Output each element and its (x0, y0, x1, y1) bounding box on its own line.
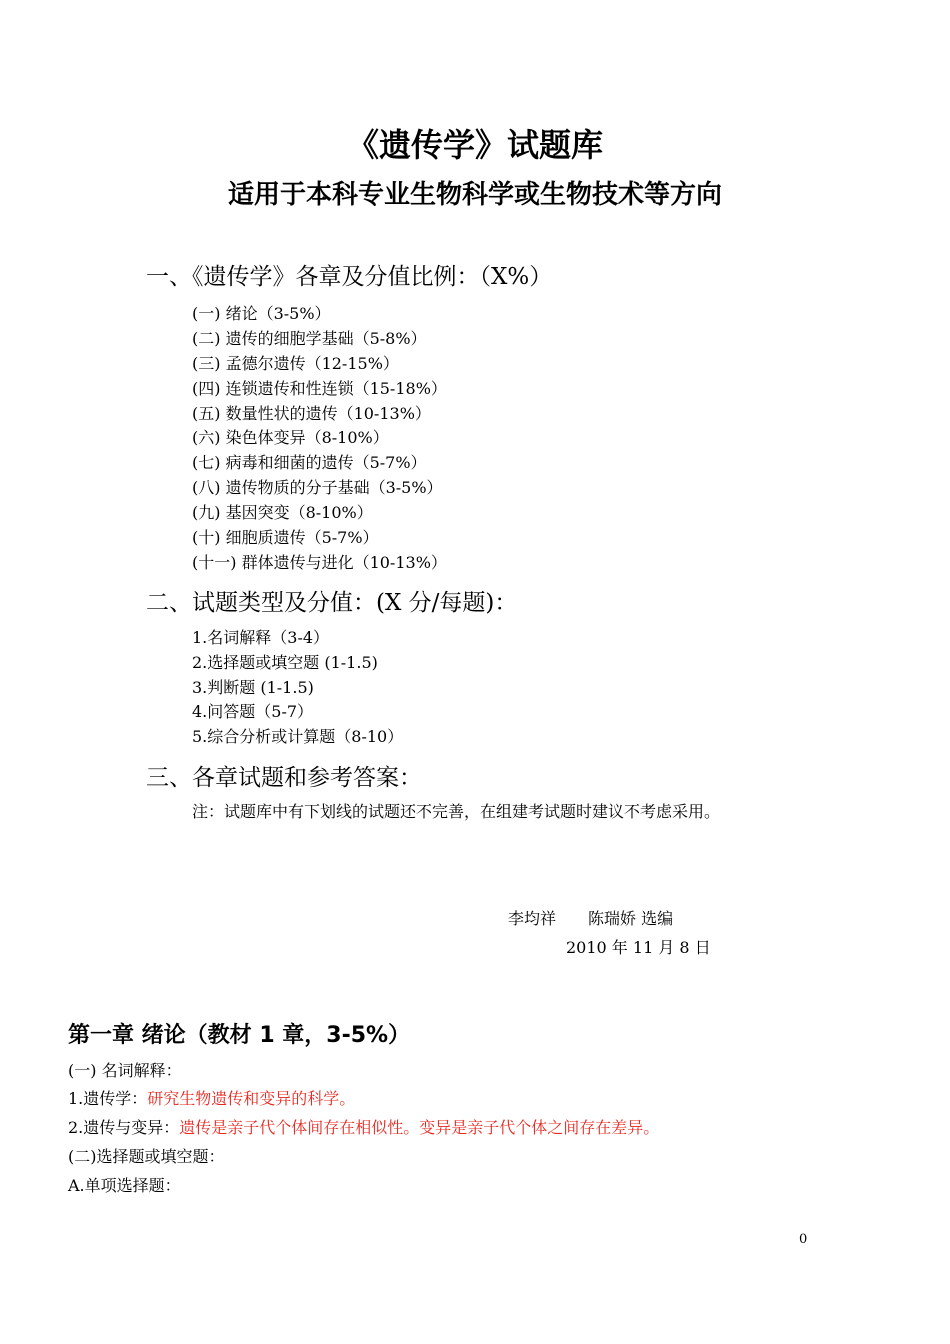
list-item: (三) 孟德尔遗传（12-15%） (192, 354, 399, 373)
list-item: 4.问答题（5-7） (192, 702, 314, 721)
page-number: 0 (799, 1232, 808, 1247)
question-label: 1.遗传学： (68, 1089, 148, 1108)
list-item: 1.名词解释（3-4） (192, 628, 330, 647)
list-item: (九) 基因突变（8-10%） (192, 503, 373, 522)
date: 2010 年 11 月 8 日 (566, 938, 711, 957)
subsection-heading: (二)选择题或填空题： (68, 1147, 225, 1166)
chapter-title: 第一章 绪论（教材 1 章，3-5%） (68, 1023, 411, 1048)
list-item: (八) 遗传物质的分子基础（3-5%） (192, 478, 443, 497)
document-title: 《遗传学》试题库 (346, 126, 603, 164)
list-item: 3.判断题 (1-1.5) (192, 678, 314, 697)
list-item: (一) 绪论（3-5%） (192, 304, 331, 323)
question-row (68, 1086, 355, 1109)
section3-heading: 三、各章试题和参考答案： (146, 765, 422, 791)
question-row (68, 1115, 659, 1138)
list-item: (四) 连锁遗传和性连锁（15-18%） (192, 379, 447, 398)
document-subtitle: 适用于本科专业生物科学或生物技术等方向 (227, 180, 722, 210)
list-item: 2.选择题或填空题 (1-1.5) (192, 653, 378, 672)
subsection-heading: A.单项选择题： (68, 1176, 181, 1195)
section1-heading: 一、《遗传学》各章及分值比例：（X%） (146, 264, 553, 290)
question-label: 2.遗传与变异： (68, 1118, 180, 1137)
list-item: (十一) 群体遗传与进化（10-13%） (192, 553, 447, 572)
list-item: (二) 遗传的细胞学基础（5-8%） (192, 329, 427, 348)
list-item: 5.综合分析或计算题（8-10） (192, 727, 404, 746)
list-item: (十) 细胞质遗传（5-7%） (192, 528, 379, 547)
list-item: (七) 病毒和细菌的遗传（5-7%） (192, 453, 427, 472)
answer-text: 研究生物遗传和变异的科学。 (147, 1089, 356, 1108)
authors: 李均祥 陈瑞娇 选编 (508, 909, 674, 928)
list-item: (五) 数量性状的遗传（10-13%） (192, 404, 431, 423)
section3-note: 注：试题库中有下划线的试题还不完善，在组建考试题时建议不考虑采用。 (192, 802, 721, 821)
answer-text: 遗传是亲子代个体间存在相似性。变异是亲子代个体之间存在差异。 (179, 1118, 660, 1137)
subsection-heading: (一) 名词解释： (68, 1061, 182, 1080)
section2-heading: 二、试题类型及分值：(X 分/每题)： (146, 590, 518, 616)
list-item: (六) 染色体变异（8-10%） (192, 428, 389, 447)
